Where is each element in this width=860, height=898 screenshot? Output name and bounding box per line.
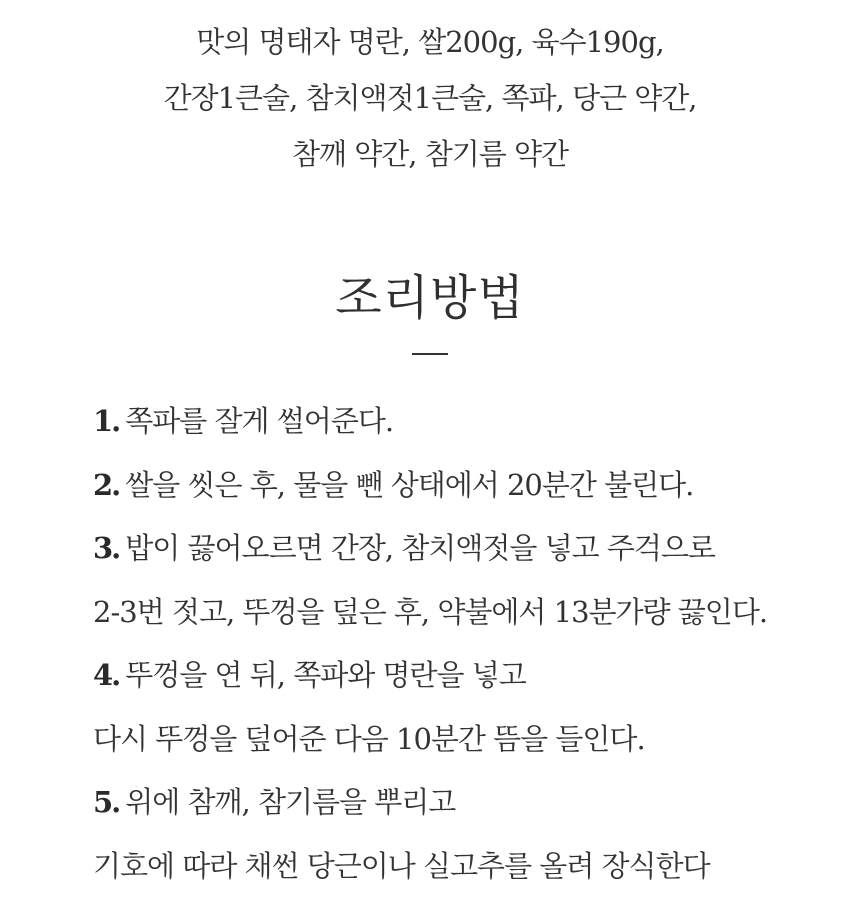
- step-text: 밥이 끓어오르면 간장, 참치액젓을 넣고 주걱으로: [125, 531, 715, 565]
- step-number: 1.: [93, 404, 119, 438]
- step-row: [93, 771, 813, 835]
- step-text: 다시 뚜껑을 덮어준 다음 10분간 뜸을 들인다.: [93, 722, 645, 756]
- step-continuation: [93, 835, 813, 898]
- ingredients-line: 간장1큰술, 참치액젓1큰술, 쪽파, 당근 약간,: [0, 70, 860, 126]
- step-row: [93, 390, 813, 454]
- step-text: 위에 참깨, 참기름을 뿌리고: [125, 785, 455, 819]
- method-steps: [93, 390, 813, 898]
- step-text: 기호에 따라 채썬 당근이나 실고추를 올려 장식한다: [93, 849, 710, 883]
- ingredients-line: 맛의 명태자 명란, 쌀200g, 육수190g,: [0, 14, 860, 70]
- step-text: 뚜껑을 연 뒤, 쪽파와 명란을 넣고: [125, 658, 526, 692]
- step-row: [93, 644, 813, 708]
- step-row: [93, 454, 813, 518]
- step-number: 2.: [93, 468, 119, 502]
- step-text: 2-3번 젓고, 뚜껑을 덮은 후, 약불에서 13분가량 끓인다.: [93, 595, 767, 629]
- step-text: 쌀을 씻은 후, 물을 뺀 상태에서 20분간 불린다.: [125, 468, 693, 502]
- ingredients-line: 참깨 약간, 참기름 약간: [0, 126, 860, 182]
- ingredients-list: [0, 14, 860, 182]
- step-continuation: [93, 708, 813, 772]
- step-row: [93, 517, 813, 581]
- step-text: 쪽파를 잘게 썰어준다.: [125, 404, 393, 438]
- step-number: 3.: [93, 531, 119, 565]
- step-continuation: [93, 581, 813, 645]
- title-divider: [412, 353, 448, 355]
- step-number: 5.: [93, 785, 119, 819]
- method-title: 조리방법: [0, 266, 860, 330]
- step-number: 4.: [93, 658, 119, 692]
